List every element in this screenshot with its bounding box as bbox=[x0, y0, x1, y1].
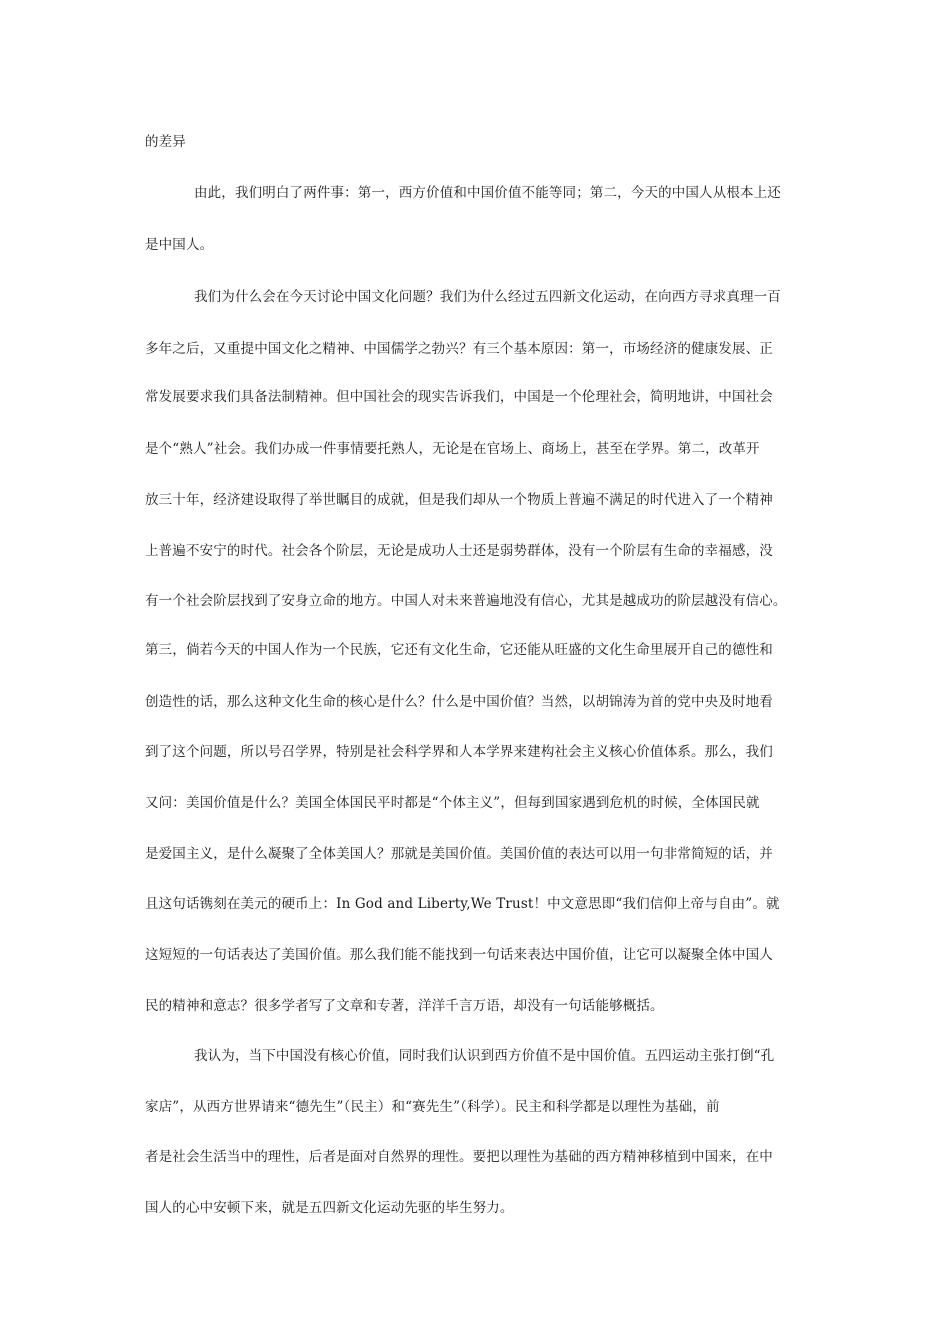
text-line: 我认为，当下中国没有核心价值，同时我们认识到西方价值不是中国价值。五四运动主张打倒“孔 bbox=[194, 1048, 775, 1064]
text-line: 民的精神和意志？很多学者写了文章和专著，洋洋千言万语，却没有一句话能够概括。 bbox=[145, 998, 664, 1014]
text-line: 到了这个问题，所以号召学界，特别是社会科学界和人本学界来建构社会主义核心价值体系。那么，我们 bbox=[145, 744, 773, 760]
text-line: 国人的心中安顿下来，就是五四新文化运动先驱的毕生努力。 bbox=[145, 1200, 514, 1216]
text-line: 是爱国主义，是什么凝聚了全体美国人？那就是美国价值。美国价值的表达可以用一句非常简短的话，并 bbox=[145, 846, 773, 862]
text-line: 的差异 bbox=[145, 134, 186, 150]
text-line: 由此，我们明白了两件事：第一，西方价值和中国价值不能等同；第二，今天的中国人从根本上还 bbox=[194, 185, 781, 201]
text-line: 创造性的话，那么这种文化生命的核心是什么？什么是中国价值？当然，以胡锦涛为首的党中央及时地看 bbox=[145, 694, 773, 710]
text-line: 家店”，从西方世界请来“德先生”（民主）和“赛先生”（科学）。民主和科学都是以理性为基础，前 bbox=[145, 1099, 720, 1115]
text-line: 有一个社会阶层找到了安身立命的地方。中国人对未来普遍地没有信心，尤其是越成功的阶层越没有信心。 bbox=[145, 593, 787, 609]
text-line: 第三，倘若今天的中国人作为一个民族，它还有文化生命，它还能从旺盛的文化生命里展开自己的德性和 bbox=[145, 642, 773, 658]
text-line: 放三十年，经济建设取得了举世瞩目的成就，但是我们却从一个物质上普遍不满足的时代进入了一个精神 bbox=[145, 492, 773, 508]
text-line: 上普遍不安宁的时代。社会各个阶层，无论是成功人士还是弱势群体，没有一个阶层有生命的幸福感，没 bbox=[145, 543, 773, 559]
text-line: 是中国人。 bbox=[145, 237, 214, 253]
text-line: 且这句话镌刻在美元的硬币上：In God and Liberty,We Trust！中文意思即“我们信仰上帝与自由”。就 bbox=[145, 896, 780, 912]
text-line: 是个“熟人”社会。我们办成一件事情要托熟人，无论是在官场上、商场上，甚至在学界。第二，改革开 bbox=[145, 441, 760, 457]
text-line: 者是社会生活当中的理性，后者是面对自然界的理性。要把以理性为基础的西方精神移植到中国来，在中 bbox=[145, 1149, 773, 1165]
text-line: 又问：美国价值是什么？美国全体国民平时都是“个体主义”，但每到国家遇到危机的时候，全体国民就 bbox=[145, 795, 760, 811]
text-line: 这短短的一句话表达了美国价值。那么我们能不能找到一句话来表达中国价值，让它可以凝聚全体中国人 bbox=[145, 947, 773, 963]
text-line: 我们为什么会在今天讨论中国文化问题？我们为什么经过五四新文化运动，在向西方寻求真理一百 bbox=[194, 289, 781, 305]
text-line: 常发展要求我们具备法制精神。但中国社会的现实告诉我们，中国是一个伦理社会，简明地讲，中国社会 bbox=[145, 389, 773, 405]
text-line: 多年之后，又重提中国文化之精神、中国儒学之勃兴？有三个基本原因：第一，市场经济的健康发展、正 bbox=[145, 341, 773, 357]
